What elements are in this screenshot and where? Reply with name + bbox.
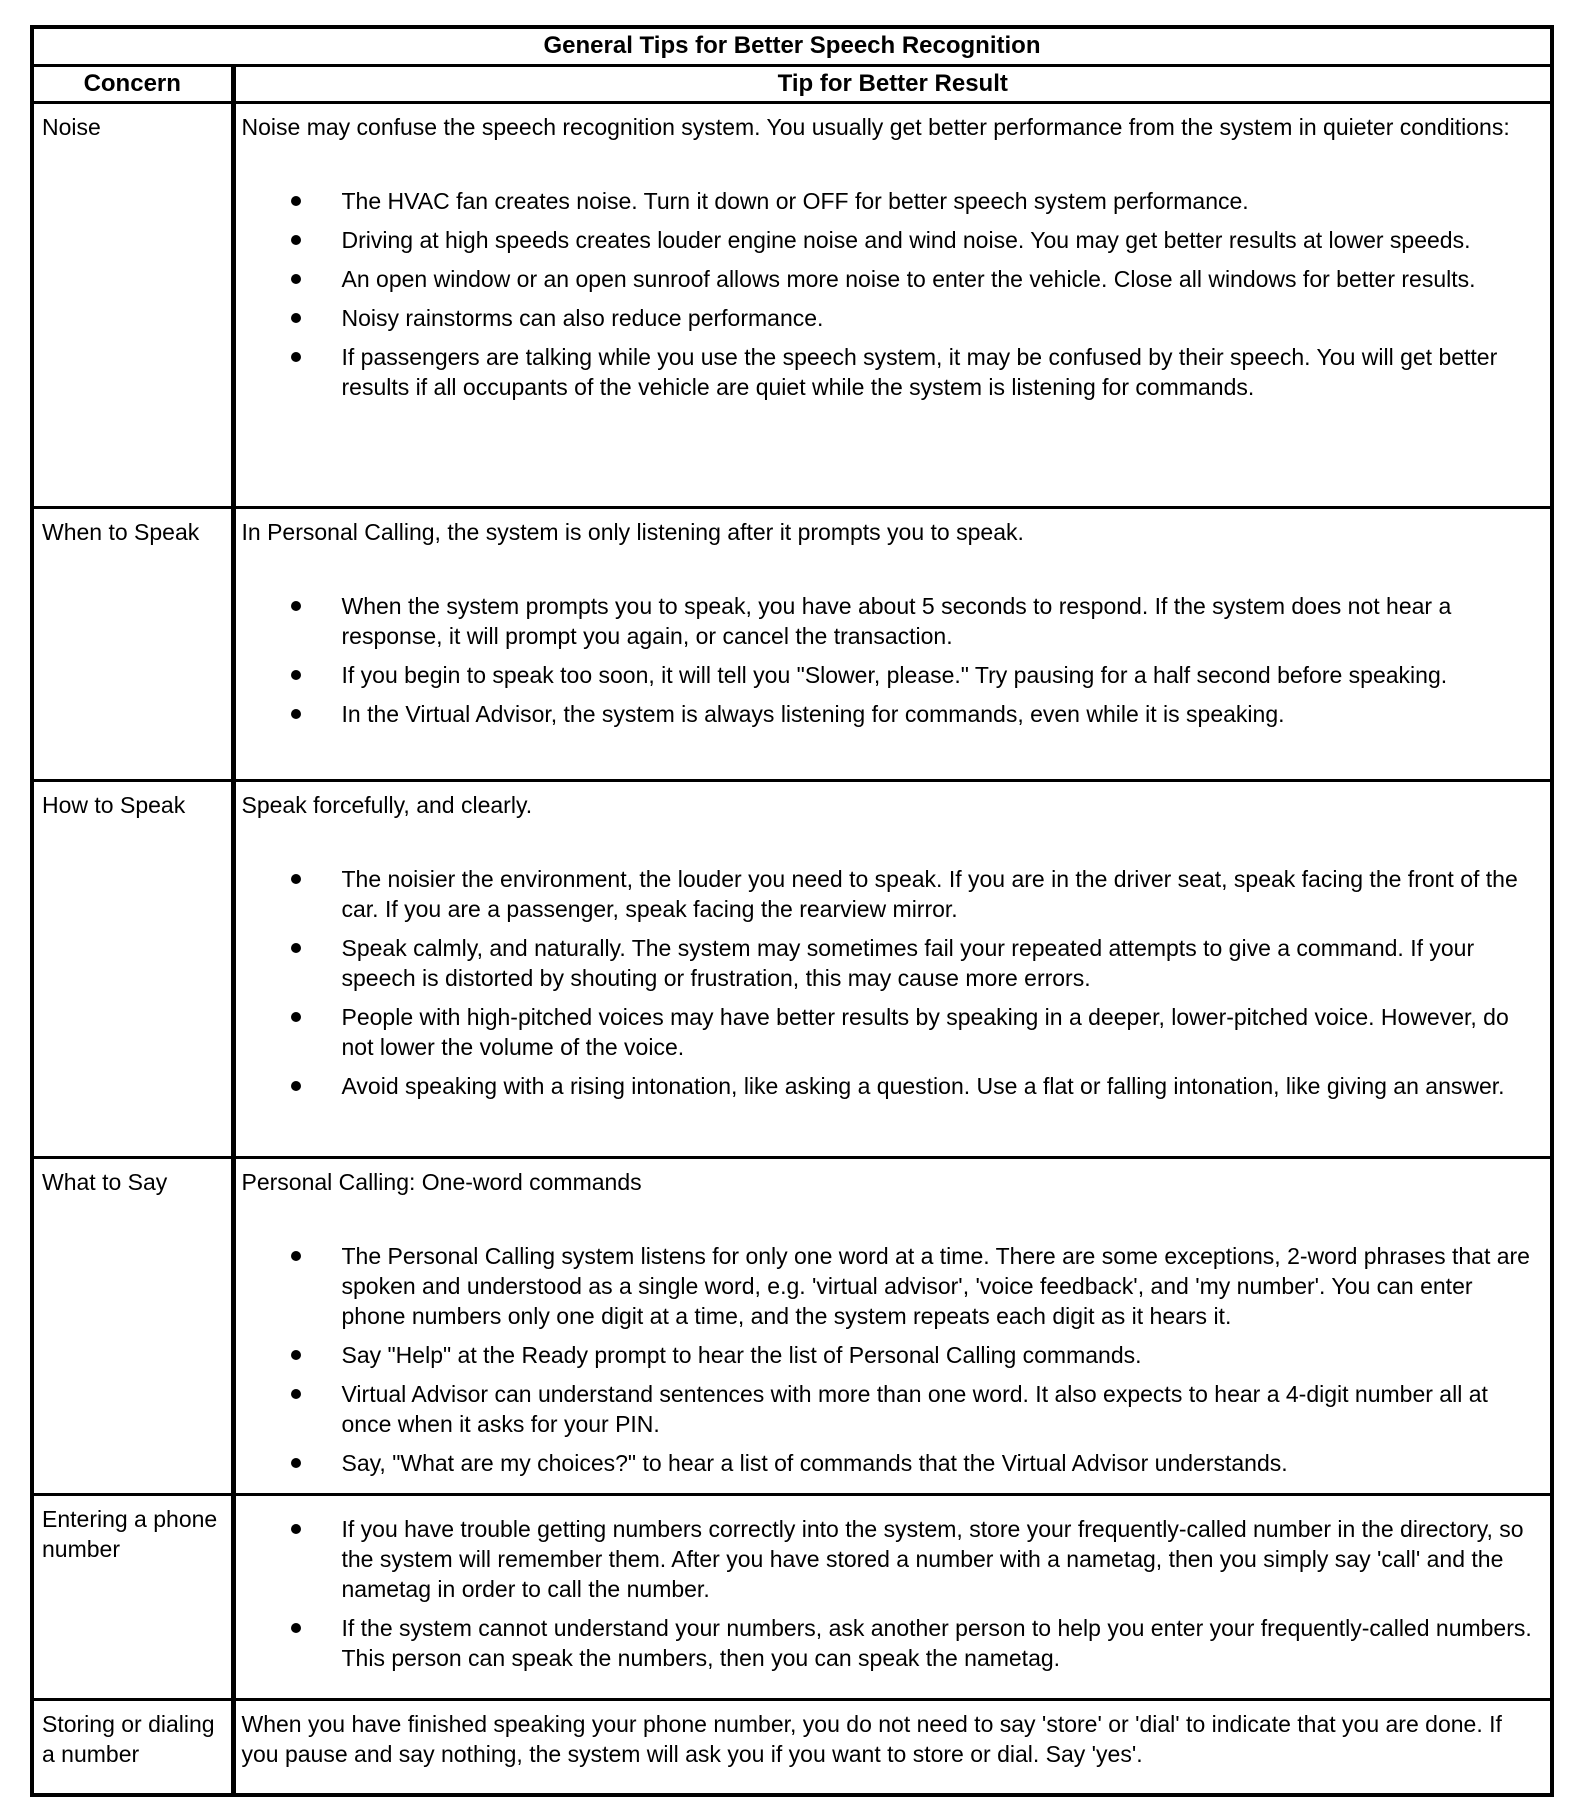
tips-table [30, 25, 1554, 1797]
tip-cell [233, 102, 1552, 507]
tip-intro: Speak forcefully, and clearly. [241, 791, 533, 818]
tip-bullet: If the system cannot understand your numbers, ask another person to help you enter your frequently-called numbers. This person can speak the numbers, then you can speak the nametag. [342, 1613, 1539, 1673]
tip-bullet-list [242, 186, 1539, 402]
tip-cell [233, 1494, 1552, 1699]
tip-bullet: Virtual Advisor can understand sentences with more than one word. It also expects to hear a 4-digit number all at once when it asks for your PIN. [342, 1379, 1539, 1439]
table-row [32, 1494, 1552, 1699]
tip-bullet: If passengers are talking while you use the speech system, it may be confused by their speech. You will get better results if all occupants of the vehicle are quiet while the system is listening for commands. [342, 342, 1539, 402]
concern-cell: How to Speak [32, 780, 233, 1157]
tip-bullet-list [242, 1241, 1539, 1478]
tip-bullet: Avoid speaking with a rising intonation, like asking a question. Use a flat or falling intonation, like giving an answer. [342, 1071, 1539, 1101]
tip-cell [233, 780, 1552, 1157]
table-row [32, 1699, 1552, 1795]
concern-cell: When to Speak [32, 507, 233, 780]
column-header-concern: Concern [32, 65, 233, 102]
concern-cell: Noise [32, 102, 233, 507]
tip-bullet: The noisier the environment, the louder you need to speak. If you are in the driver seat, speak facing the front of the car. If you are a passenger, speak facing the rearview mirror. [342, 864, 1539, 924]
table-row [32, 102, 1552, 507]
concern-cell: Storing or dialing a number [32, 1699, 233, 1795]
tip-bullet: In the Virtual Advisor, the system is always listening for commands, even while it is speaking. [342, 699, 1539, 729]
tip-bullet: An open window or an open sunroof allows more noise to enter the vehicle. Close all windows for better results. [342, 264, 1539, 294]
tip-bullet-list [242, 864, 1539, 1101]
tip-bullet-list [242, 1514, 1539, 1673]
tip-bullet: Speak calmly, and naturally. The system may sometimes fail your repeated attempts to give a command. If your speech is distorted by shouting or frustration, this may cause more errors. [342, 933, 1539, 993]
concern-cell: Entering a phone number [32, 1494, 233, 1699]
table-row [32, 780, 1552, 1157]
tip-intro: Noise may confuse the speech recognition system. You usually get better performance from the system in quieter conditions: [241, 113, 1510, 140]
tip-intro: In Personal Calling, the system is only listening after it prompts you to speak. [241, 518, 1024, 545]
tip-bullet: The Personal Calling system listens for only one word at a time. There are some exceptions, 2-word phrases that are spoken and understood as a single word, e.g. 'virtual advisor', 'voice feedback', and 'my number'. You can enter phone numbers only one digit at a time, and the system repeats each digit as it hears it. [342, 1241, 1539, 1331]
tip-bullet: If you begin to speak too soon, it will tell you "Slower, please." Try pausing for a half second before speaking. [342, 660, 1539, 690]
tip-bullet: Say "Help" at the Ready prompt to hear the list of Personal Calling commands. [342, 1340, 1539, 1370]
tip-bullet: Driving at high speeds creates louder engine noise and wind noise. You may get better results at lower speeds. [342, 225, 1539, 255]
table-row [32, 507, 1552, 780]
concern-cell: What to Say [32, 1157, 233, 1494]
tip-intro: When you have finished speaking your phone number, you do not need to say 'store' or 'dial' to indicate that you are done. If you pause and say nothing, the system will ask you if you want to store or dial. Say 'yes'. [241, 1710, 1502, 1767]
tip-bullet: When the system prompts you to speak, you have about 5 seconds to respond. If the system does not hear a response, it will prompt you again, or cancel the transaction. [342, 591, 1539, 651]
tip-intro: Personal Calling: One-word commands [241, 1168, 642, 1195]
tip-cell [233, 507, 1552, 780]
tip-bullet: Noisy rainstorms can also reduce performance. [342, 303, 1539, 333]
tip-cell [233, 1699, 1552, 1795]
tip-bullet: Say, "What are my choices?" to hear a list of commands that the Virtual Advisor understands. [342, 1448, 1539, 1478]
tip-bullet: The HVAC fan creates noise. Turn it down or OFF for better speech system performance. [342, 186, 1539, 216]
table-title: General Tips for Better Speech Recognition [32, 27, 1552, 65]
column-header-tip: Tip for Better Result [233, 65, 1552, 102]
table-header-row [32, 65, 1552, 102]
table-row [32, 1157, 1552, 1494]
tip-bullet: If you have trouble getting numbers correctly into the system, store your frequently-called number in the directory, so the system will remember them. After you have stored a number with a nametag, then you simply say 'call' and the nametag in order to call the number. [342, 1514, 1539, 1604]
table-title-row [32, 27, 1552, 65]
tip-bullet: People with high-pitched voices may have better results by speaking in a deeper, lower-pitched voice. However, do not lower the volume of the voice. [342, 1002, 1539, 1062]
tip-bullet-list [242, 591, 1539, 729]
table-body [32, 102, 1552, 1795]
tip-cell [233, 1157, 1552, 1494]
